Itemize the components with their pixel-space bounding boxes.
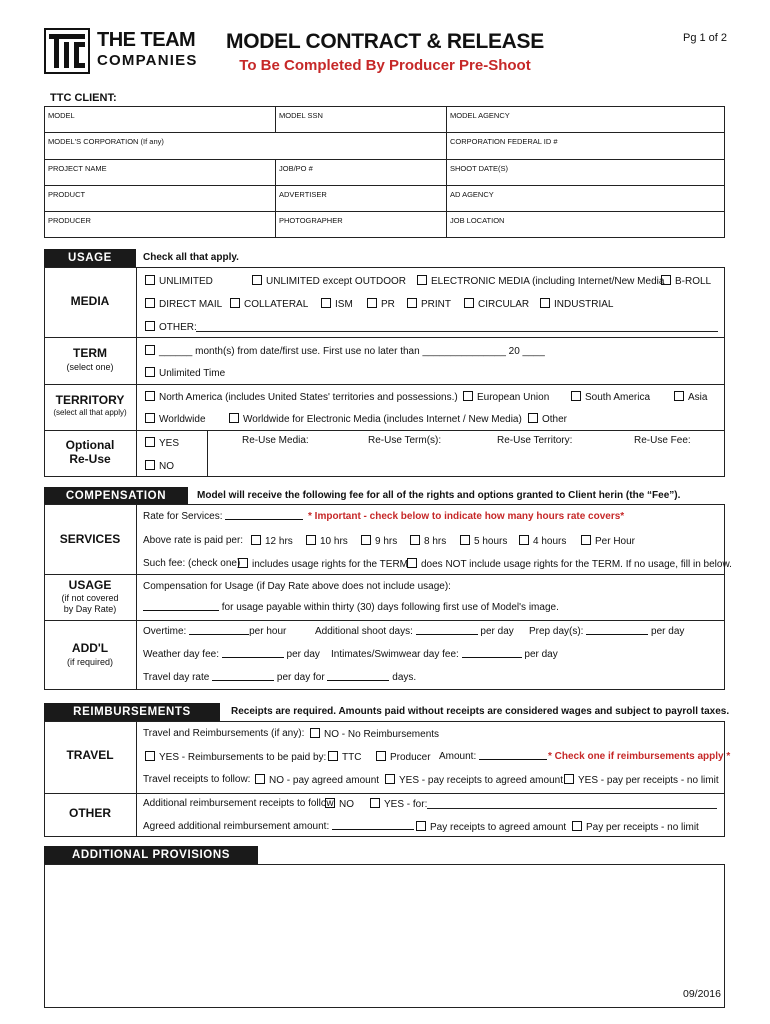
photographer-label: PHOTOGRAPHER	[279, 216, 343, 225]
checkbox[interactable]	[519, 535, 529, 545]
hours-8[interactable]	[410, 535, 446, 547]
checkbox[interactable]	[321, 298, 331, 308]
important-note: * Important - check below to indicate how many hours rate covers*	[308, 511, 625, 522]
logo-text-line1: THE TEAM	[97, 29, 196, 51]
field-label: Amount:	[439, 751, 477, 762]
shoot-dates-field[interactable]	[447, 160, 724, 186]
option-label: Pay receipts to agreed amount	[430, 822, 567, 833]
hours-10[interactable]	[306, 535, 348, 547]
option-label: INDUSTRIAL	[554, 299, 614, 310]
producer-field[interactable]	[45, 212, 276, 237]
option-label: UNLIMITED	[159, 276, 213, 287]
model-label: MODEL	[48, 111, 75, 120]
hours-12[interactable]	[251, 535, 293, 547]
checkbox[interactable]	[407, 558, 417, 568]
yes-pay-receipts-option[interactable]	[385, 774, 563, 786]
models-corp-field[interactable]	[45, 133, 447, 160]
advertiser-label: ADVERTISER	[279, 190, 327, 199]
corp-fed-id-label: CORPORATION FEDERAL ID #	[450, 137, 558, 146]
checkbox[interactable]	[572, 821, 582, 831]
territory-label: TERRITORY	[55, 393, 125, 407]
such-fee-label: Such fee: (check one)	[143, 558, 241, 569]
checkbox[interactable]	[370, 798, 380, 808]
term-unlimited[interactable]	[145, 367, 225, 379]
paid-by-producer[interactable]	[376, 751, 431, 763]
territory-asia[interactable]	[674, 391, 707, 403]
checkbox[interactable]	[252, 275, 262, 285]
option-label: European Union	[477, 392, 550, 403]
field-label: per hour	[249, 626, 287, 637]
job-po-label: JOB/PO #	[279, 164, 313, 173]
field-label: Rate for Services:	[143, 511, 223, 522]
model-ssn-label: MODEL SSN	[279, 111, 323, 120]
models-corp-label: MODEL'S CORPORATION (If any)	[48, 137, 164, 146]
media-industrial[interactable]	[540, 298, 613, 310]
yes-pay-per-option[interactable]	[564, 774, 719, 786]
option-label: YES - pay receipts to agreed amount	[399, 775, 563, 786]
checkbox[interactable]	[145, 367, 155, 377]
option-label: 12 hrs	[265, 536, 293, 547]
checkbox[interactable]	[251, 535, 261, 545]
checkbox[interactable]	[145, 321, 155, 331]
field-label: per day	[524, 649, 558, 660]
option-label: ELECTRONIC MEDIA (including Internet/New Media	[431, 276, 665, 287]
usage-row-divider	[44, 337, 725, 338]
term-months-option[interactable]	[145, 345, 545, 357]
additional-provisions-header: ADDITIONAL PROVISIONS	[44, 846, 258, 864]
term-sublabel: (select one)	[66, 362, 114, 372]
model-agency-label: MODEL AGENCY	[450, 111, 510, 120]
territory-north-america[interactable]	[145, 391, 458, 403]
addl-receipts-label: Additional reimbursement receipts to follow	[143, 798, 334, 809]
media-print[interactable]	[407, 298, 451, 310]
option-label: OTHER:	[159, 322, 197, 333]
photographer-field[interactable]	[276, 212, 447, 237]
receipts-follow-label: Travel receipts to follow:	[143, 774, 251, 785]
reimb-row-divider	[44, 793, 725, 794]
checkbox[interactable]	[417, 275, 427, 285]
option-label: Pay per receipts - no limit	[586, 822, 699, 833]
prep-days-input-line[interactable]	[586, 626, 648, 635]
usage-divider	[136, 267, 137, 477]
option-label: 9 hrs	[375, 536, 398, 547]
job-po-field[interactable]	[276, 160, 447, 186]
project-name-field[interactable]	[45, 160, 276, 186]
option-label: TTC	[342, 752, 362, 763]
model-agency-field[interactable]	[447, 107, 724, 133]
option-label: Asia	[688, 392, 708, 403]
checkbox[interactable]	[463, 391, 473, 401]
ttc-client-label: TTC CLIENT:	[50, 92, 117, 104]
option-label: 4 hours	[533, 536, 567, 547]
travel-day-input-line[interactable]	[212, 672, 274, 681]
option-label: YES - pay per receipts - no limit	[578, 775, 719, 786]
checkbox[interactable]	[540, 298, 550, 308]
checkbox[interactable]	[145, 413, 155, 423]
usage-header: USAGE	[44, 249, 136, 267]
checkbox[interactable]	[328, 751, 338, 761]
form-date: 09/2016	[683, 988, 721, 1000]
product-field[interactable]	[45, 186, 276, 212]
media-pr[interactable]	[367, 298, 395, 310]
option-label: does NOT include usage rights for the TERM. If no usage, fill in below.	[421, 559, 732, 570]
option-label: 5 hours	[474, 536, 508, 547]
option-label: South America	[585, 392, 651, 403]
addl-label: ADD'L	[71, 641, 109, 655]
field-label: Intimates/Swimwear day fee:	[331, 649, 459, 660]
checkbox[interactable]	[145, 437, 155, 447]
territory-european-union[interactable]	[463, 391, 549, 403]
reuse-label-2: Re-Use	[69, 452, 111, 466]
model-ssn-field[interactable]	[276, 107, 447, 133]
job-location-field[interactable]	[447, 212, 724, 237]
job-location-label: JOB LOCATION	[450, 216, 505, 225]
pay-per-option[interactable]	[572, 821, 699, 833]
travel-reimb-label: Travel and Reimbursements (if any):	[143, 728, 305, 739]
usage-comp-sublabel-1: (if not covered	[61, 593, 119, 603]
option-label: CIRCULAR	[478, 299, 530, 310]
hours-5[interactable]	[460, 535, 507, 547]
usage-row-divider	[44, 384, 725, 385]
option-label: includes usage rights for the TERM	[252, 559, 409, 570]
other-input-line[interactable]	[196, 331, 718, 332]
option-label: YES - for:	[384, 799, 428, 810]
option-label: NO	[159, 461, 174, 472]
checkbox[interactable]	[674, 391, 684, 401]
checkbox[interactable]	[310, 728, 320, 738]
reimb-divider	[136, 721, 137, 837]
checkbox[interactable]	[361, 535, 371, 545]
option-label: North America (includes United States' territories and possessions.)	[159, 392, 458, 403]
field-label: Travel day rate	[143, 672, 210, 683]
media-other[interactable]	[145, 321, 197, 333]
comp-usage-label: Compensation for Usage (if Day Rate above does not include usage):	[143, 581, 451, 592]
not-include-usage-option[interactable]	[407, 558, 732, 570]
usage-comp-label: USAGE	[68, 578, 112, 592]
rate-input-line[interactable]	[225, 511, 303, 520]
additional-provisions-box[interactable]	[44, 864, 725, 1008]
option-label: COLLATERAL	[244, 299, 309, 310]
checkbox[interactable]	[145, 460, 155, 470]
media-electronic[interactable]	[417, 275, 664, 287]
services-label: SERVICES	[59, 532, 121, 546]
logo-text-line2: COMPANIES	[97, 52, 198, 69]
checkbox[interactable]	[464, 298, 474, 308]
reuse-yes[interactable]	[145, 437, 179, 449]
option-label: NO - pay agreed amount	[269, 775, 380, 786]
ad-agency-field[interactable]	[447, 186, 724, 212]
field-label: Agreed additional reimbursement amount:	[143, 821, 330, 832]
comp-row-divider	[44, 620, 725, 621]
option-label: Per Hour	[595, 536, 636, 547]
option-label: B-ROLL	[675, 276, 712, 287]
field-label: per day	[286, 649, 320, 660]
usage-instruction: Check all that apply.	[143, 252, 239, 263]
yes-reimbursements-option[interactable]	[145, 751, 326, 763]
shoot-dates-label: SHOOT DATE(S)	[450, 164, 509, 173]
option-label: PR	[381, 299, 395, 310]
hours-4[interactable]	[519, 535, 566, 547]
checkbox[interactable]	[255, 774, 265, 784]
travel-day-field[interactable]	[143, 672, 416, 683]
field-label: Prep day(s):	[529, 626, 584, 637]
compensation-box	[44, 504, 725, 690]
usage-amount-input-line[interactable]	[143, 602, 219, 611]
field-label: Overtime:	[143, 626, 187, 637]
page-subtitle: To Be Completed By Producer Pre-Shoot	[239, 57, 531, 74]
overtime-field[interactable]	[143, 626, 286, 637]
no-reimbursements-option[interactable]	[310, 728, 439, 740]
addl-receipts-no[interactable]	[325, 798, 354, 810]
field-label: Weather day fee:	[143, 649, 219, 660]
option-label: Worldwide	[159, 414, 206, 425]
addl-receipts-yes[interactable]	[370, 798, 427, 810]
option-label: ISM	[335, 299, 353, 310]
checkbox[interactable]	[528, 413, 538, 423]
media-circular[interactable]	[464, 298, 529, 310]
checkbox[interactable]	[460, 535, 470, 545]
option-label: UNLIMITED except OUTDOOR	[266, 276, 407, 287]
option-label: YES - Reimbursements to be paid by:	[159, 752, 327, 763]
model-field[interactable]	[45, 107, 276, 133]
checkbox[interactable]	[325, 798, 335, 808]
option-label: Worldwide for Electronic Media (includes Internet / New Media)	[243, 414, 522, 425]
option-label: Producer	[390, 752, 431, 763]
compensation-note: Model will receive the following fee for all of the rights and options granted to Client herin (the “Fee”).	[197, 490, 681, 501]
comp-divider	[136, 504, 137, 690]
option-label: DIRECT MAIL	[159, 299, 223, 310]
checkbox[interactable]	[145, 275, 155, 285]
territory-other[interactable]	[528, 413, 567, 425]
reuse-no[interactable]	[145, 460, 174, 472]
corp-fed-id-field[interactable]	[447, 133, 724, 160]
reuse-terms-label: Re-Use Term(s):	[368, 435, 442, 446]
pay-receipts-option[interactable]	[416, 821, 566, 833]
option-label: Other	[542, 414, 568, 425]
field-label: per day for	[276, 672, 325, 683]
media-ism[interactable]	[321, 298, 353, 310]
checkbox[interactable]	[564, 774, 574, 784]
page-title: MODEL CONTRACT & RELEASE	[226, 30, 544, 53]
checkbox[interactable]	[581, 535, 591, 545]
checkbox[interactable]	[145, 298, 155, 308]
usage-payable[interactable]	[143, 602, 559, 613]
agreed-amount-field[interactable]	[143, 821, 414, 832]
checkbox[interactable]	[416, 821, 426, 831]
ad-agency-label: AD AGENCY	[450, 190, 494, 199]
advertiser-field[interactable]	[276, 186, 447, 212]
checkbox[interactable]	[571, 391, 581, 401]
option-label: 8 hrs	[424, 536, 447, 547]
checkbox[interactable]	[238, 558, 248, 568]
additional-shoot-field[interactable]	[315, 626, 514, 637]
checkbox[interactable]	[145, 345, 155, 355]
reuse-divider	[207, 430, 208, 477]
yes-for-input-line[interactable]	[427, 808, 717, 809]
hours-9[interactable]	[361, 535, 397, 547]
option-label: YES	[159, 438, 180, 449]
amount-input-line[interactable]	[479, 751, 547, 760]
producer-label: PRODUCER	[48, 216, 91, 225]
additional-shoot-input-line[interactable]	[416, 626, 478, 635]
weather-input-line[interactable]	[222, 649, 284, 658]
territory-sublabel: (select all that apply)	[53, 408, 127, 417]
checkbox[interactable]	[367, 298, 377, 308]
checkbox[interactable]	[145, 751, 155, 761]
intimates-input-line[interactable]	[462, 649, 522, 658]
checkbox[interactable]	[306, 535, 316, 545]
media-unlimited-except-outdoor[interactable]	[252, 275, 406, 287]
reuse-fee-label: Re-Use Fee:	[634, 435, 691, 446]
field-label: days.	[392, 672, 417, 683]
includes-usage-option[interactable]	[238, 558, 408, 570]
territory-worldwide-electronic[interactable]	[229, 413, 522, 425]
no-pay-agreed-option[interactable]	[255, 774, 379, 786]
media-b-roll[interactable]	[661, 275, 711, 287]
checkbox[interactable]	[410, 535, 420, 545]
reuse-label-1: Optional	[65, 438, 115, 452]
comp-row-divider	[44, 574, 725, 575]
option-label: PRINT	[421, 299, 451, 310]
info-grid	[44, 106, 725, 238]
checkbox[interactable]	[661, 275, 671, 285]
option-label: 10 hrs	[320, 536, 348, 547]
field-label: for usage payable within thirty (30) days following first use of Model's image.	[221, 602, 559, 613]
amount-field[interactable]	[439, 751, 547, 762]
project-name-label: PROJECT NAME	[48, 164, 107, 173]
media-label: MEDIA	[70, 294, 110, 308]
reuse-territory-label: Re-Use Territory:	[497, 435, 573, 446]
term-label: TERM	[73, 346, 107, 360]
paid-by-ttc[interactable]	[328, 751, 361, 763]
rate-for-services[interactable]	[143, 511, 303, 522]
field-label: per day	[651, 626, 685, 637]
travel-label: TRAVEL	[66, 748, 114, 762]
check-one-note: * Check one if reimbursements apply *	[548, 751, 731, 762]
territory-south-america[interactable]	[571, 391, 650, 403]
other-label: OTHER	[69, 806, 111, 820]
field-label: per day	[480, 626, 514, 637]
addl-sublabel: (if required)	[66, 657, 113, 667]
reimbursements-header: REIMBURSEMENTS	[44, 703, 220, 721]
product-label: PRODUCT	[48, 190, 86, 199]
option-label: ______ month(s) from date/first use. First use no later than _______________ 20 ____	[159, 346, 545, 357]
territory-worldwide[interactable]	[145, 413, 206, 425]
option-label: Unlimited Time	[159, 368, 226, 379]
usage-comp-sublabel-2: by Day Rate)	[63, 604, 117, 614]
usage-row-divider	[44, 430, 725, 431]
weather-field[interactable]	[143, 649, 320, 660]
checkbox[interactable]	[407, 298, 417, 308]
field-label: Additional shoot days:	[315, 626, 413, 637]
checkbox[interactable]	[230, 298, 240, 308]
hours-per-hour[interactable]	[581, 535, 635, 547]
above-rate-label: Above rate is paid per:	[143, 535, 244, 546]
compensation-header: COMPENSATION	[44, 487, 188, 505]
checkbox[interactable]	[145, 391, 155, 401]
prep-days-field[interactable]	[529, 626, 684, 637]
checkbox[interactable]	[376, 751, 386, 761]
reuse-media-label: Re-Use Media:	[242, 435, 309, 446]
checkbox[interactable]	[385, 774, 395, 784]
intimates-field[interactable]	[331, 649, 558, 660]
reimbursements-note: Receipts are required. Amounts paid without receipts are considered wages and subject to payroll taxes.	[231, 706, 730, 717]
agreed-amount-input-line[interactable]	[332, 821, 414, 830]
overtime-input-line[interactable]	[189, 626, 249, 635]
travel-days-input-line[interactable]	[327, 672, 389, 681]
option-label: NO	[339, 799, 354, 810]
option-label: NO - No Reimbursements	[324, 729, 440, 740]
media-unlimited[interactable]	[145, 275, 213, 287]
media-direct-mail[interactable]	[145, 298, 222, 310]
page-number: Pg 1 of 2	[683, 32, 728, 44]
checkbox[interactable]	[229, 413, 239, 423]
media-collateral[interactable]	[230, 298, 308, 310]
